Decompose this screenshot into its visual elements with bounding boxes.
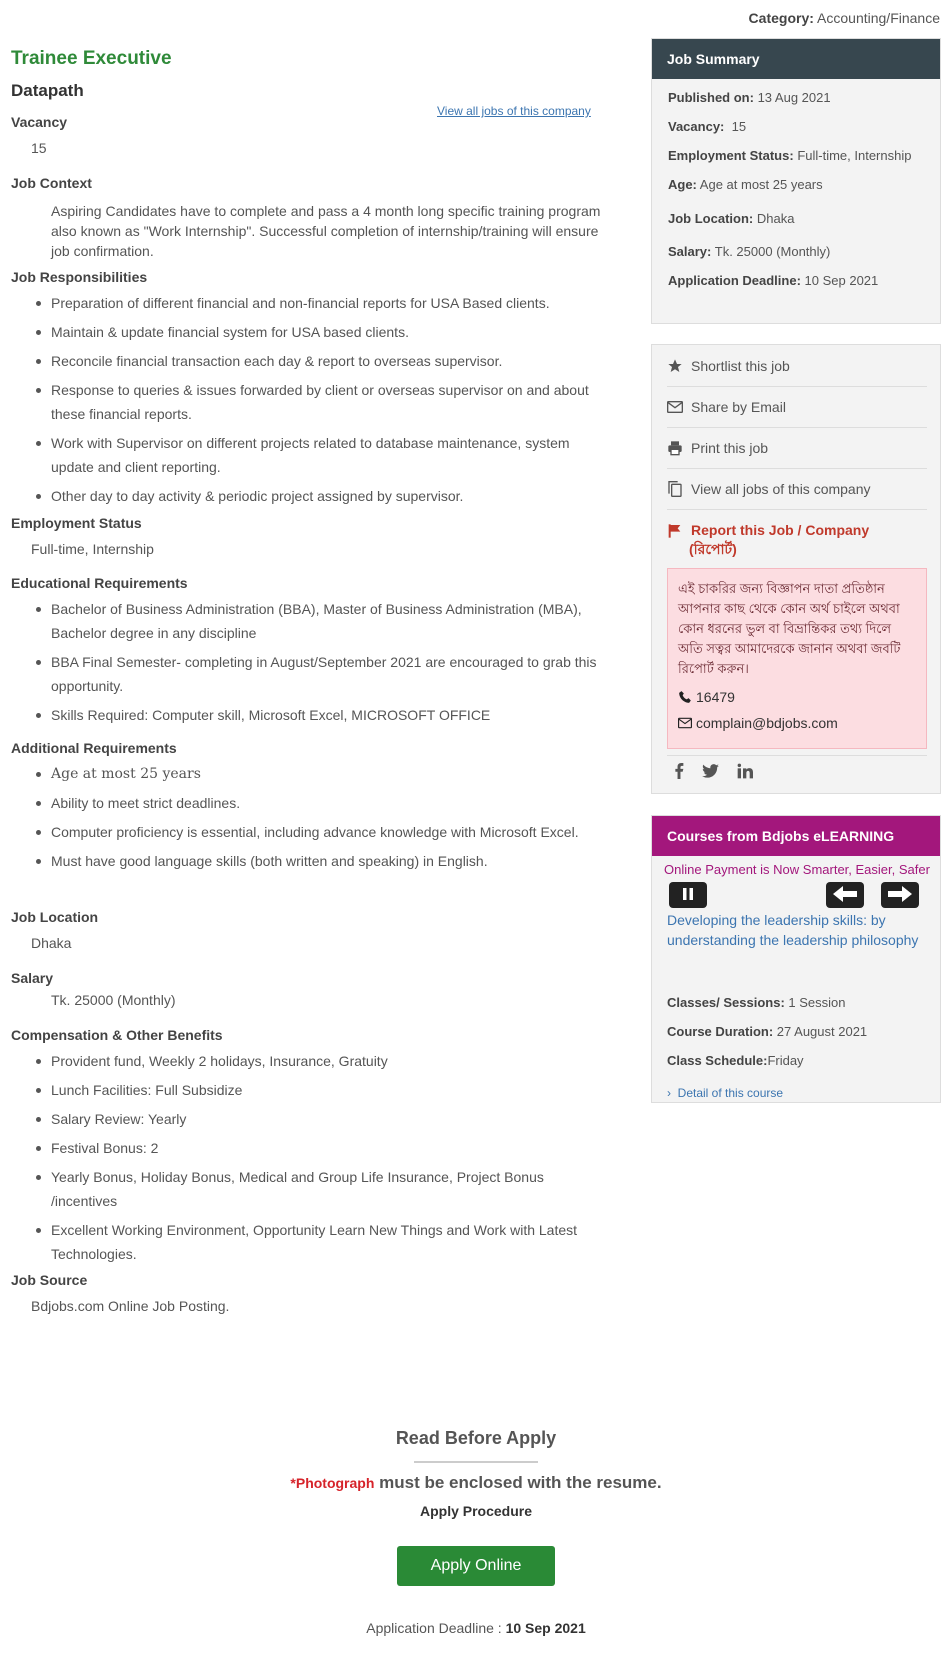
- photograph-notice-text: must be enclosed with the resume.: [374, 1473, 662, 1492]
- education-list: [11, 597, 606, 727]
- summary-salary: [668, 244, 830, 259]
- salary-section: [11, 970, 606, 1008]
- apply-procedure-title: Apply Procedure: [419, 1503, 533, 1519]
- summary-label: Salary:: [668, 244, 712, 259]
- read-before-apply-title: Read Before Apply: [395, 1428, 557, 1448]
- list-item: Salary Review: Yearly: [51, 1107, 606, 1131]
- summary-label: Published on:: [668, 90, 754, 105]
- elearning-courses-panel: [651, 815, 941, 1103]
- job-title: Trainee Executive: [11, 48, 172, 69]
- apply-online-button[interactable]: Apply Online: [397, 1546, 555, 1586]
- category-value: Accounting/Finance: [817, 10, 940, 26]
- complaint-email: [678, 713, 916, 733]
- divider: [667, 755, 927, 756]
- divider: [667, 386, 927, 387]
- share-label: Share by Email: [691, 399, 786, 415]
- printer-icon: [667, 440, 691, 456]
- summary-employment-status: [668, 148, 911, 163]
- arrow-left-icon: [833, 886, 857, 905]
- list-item: Skills Required: Computer skill, Microsoft Excel, MICROSOFT OFFICE: [51, 703, 606, 727]
- arrow-right-icon: [888, 886, 912, 905]
- summary-label: Employment Status:: [668, 148, 794, 163]
- summary-label: Age:: [668, 177, 697, 192]
- job-location-value: Dhaka: [31, 935, 72, 951]
- section-title: Job Source: [11, 1272, 88, 1288]
- divider: [667, 427, 927, 428]
- read-before-apply: [0, 1428, 952, 1463]
- view-all-jobs-link[interactable]: View all jobs of this company: [437, 104, 591, 118]
- course-value: 1 Session: [788, 995, 846, 1010]
- list-item: Response to queries & issues forwarded by client or overseas supervisor on and about these financial reports.: [51, 378, 606, 426]
- salary-value: Tk. 25000 (Monthly): [51, 992, 176, 1008]
- list-item: Maintain & update financial system for USA based clients.: [51, 320, 606, 344]
- complaint-phone: [678, 687, 916, 707]
- linkedin-icon[interactable]: [737, 763, 753, 782]
- summary-value: Tk. 25000 (Monthly): [714, 244, 831, 259]
- view-all-label: View all jobs of this company: [691, 481, 871, 497]
- category: [749, 10, 940, 26]
- list-item: Other day to day activity & periodic project assigned by supervisor.: [51, 484, 606, 508]
- course-schedule: [667, 1053, 804, 1068]
- summary-value: Dhaka: [756, 211, 795, 226]
- course-detail-label: Detail of this course: [677, 1086, 784, 1100]
- print-job-link[interactable]: [667, 437, 927, 459]
- share-by-email-link[interactable]: [667, 396, 927, 418]
- list-item: Bachelor of Business Administration (BBA), Master of Business Administration (MBA), Bachelor degree in any discipline: [51, 597, 606, 645]
- facebook-icon[interactable]: [674, 763, 684, 782]
- additional-requirements-list: [11, 762, 606, 873]
- summary-value: 10 Sep 2021: [804, 273, 879, 288]
- shortlist-job-link[interactable]: [667, 355, 927, 377]
- list-item: Excellent Working Environment, Opportunity Learn New Things and Work with Latest Technologies.: [51, 1218, 606, 1266]
- summary-label: Application Deadline:: [668, 273, 801, 288]
- job-context-text: Aspiring Candidates have to complete and pass a 4 month long specific training program also known as "Work Internship". Successful completion of internship/training will ensure job confirmation.: [51, 203, 601, 259]
- employment-status-section: [11, 515, 606, 557]
- company-name: Datapath: [11, 81, 84, 100]
- job-location-section: [11, 909, 606, 951]
- report-job-link[interactable]: [667, 521, 927, 559]
- course-classes: [667, 995, 846, 1010]
- section-title: Educational Requirements: [11, 575, 188, 591]
- list-item: Provident fund, Weekly 2 holidays, Insurance, Gratuity: [51, 1049, 606, 1073]
- social-share-icons: [674, 763, 753, 782]
- section-title: Salary: [11, 970, 54, 986]
- print-label: Print this job: [691, 440, 769, 456]
- summary-age: [668, 177, 823, 192]
- course-label: Class Schedule:: [667, 1053, 768, 1068]
- list-item: Computer proficiency is essential, including advance knowledge with Microsoft Excel.: [51, 820, 606, 844]
- list-item: BBA Final Semester- completing in August/September 2021 are encouraged to grab this opportunity.: [51, 650, 606, 698]
- list-item: Age at most 25 years: [51, 762, 606, 786]
- job-source-section: [11, 1272, 606, 1314]
- vacancy-value: 15: [31, 140, 47, 156]
- employment-status-value: Full-time, Internship: [31, 541, 154, 557]
- photograph-notice: [0, 1473, 952, 1493]
- course-value: 27 August 2021: [776, 1024, 868, 1039]
- section-title: Compensation & Other Benefits: [11, 1027, 223, 1043]
- job-source-value: Bdjobs.com Online Job Posting.: [31, 1298, 230, 1314]
- view-all-company-jobs-link[interactable]: [667, 478, 927, 500]
- chevron-right-icon: ›: [667, 1086, 671, 1100]
- course-label: Classes/ Sessions:: [667, 995, 785, 1010]
- section-title: Vacancy: [11, 114, 68, 130]
- previous-button[interactable]: [826, 882, 864, 908]
- courses-heading: Courses from Bdjobs eLEARNING: [652, 816, 940, 856]
- job-summary-panel: [651, 38, 941, 324]
- responsibilities-list: [11, 291, 606, 508]
- list-item: Lunch Facilities: Full Subsidize: [51, 1078, 606, 1102]
- deadline-value: 10 Sep 2021: [505, 1620, 586, 1636]
- list-item: Must have good language skills (both written and speaking) in English.: [51, 849, 606, 873]
- report-line: [667, 521, 927, 540]
- summary-label: Job Location:: [668, 211, 754, 226]
- education-section: [11, 575, 606, 732]
- photograph-label: *Photograph: [290, 1475, 375, 1491]
- shortlist-label: Shortlist this job: [691, 358, 790, 374]
- category-label: Category:: [748, 10, 814, 26]
- deadline-label: Application Deadline :: [366, 1620, 506, 1636]
- section-title: Job Responsibilities: [11, 269, 148, 285]
- benefits-list: [11, 1049, 606, 1266]
- list-item: Work with Supervisor on different projects related to database maintenance, system update and client reporting.: [51, 431, 606, 479]
- section-title: Employment Status: [11, 515, 142, 531]
- divider: [414, 1461, 538, 1463]
- promo-text: Online Payment is Now Smarter, Easier, Safer: [664, 862, 930, 877]
- summary-published: [668, 90, 831, 105]
- mail-icon: [678, 717, 696, 729]
- report-label: Report this Job / Company: [691, 522, 870, 538]
- responsibilities-section: [11, 269, 606, 513]
- summary-value: 13 Aug 2021: [757, 90, 831, 105]
- twitter-icon[interactable]: [702, 764, 719, 781]
- vacancy-section: [11, 114, 606, 156]
- report-bangla-label: (রিপোর্ট): [689, 541, 737, 557]
- divider: [667, 468, 927, 469]
- warning-text: এই চাকরির জন্য বিজ্ঞাপন দাতা প্রতিষ্ঠান আপনার কাছ থেকে কোন অর্থ চাইলে অথবা কোন ধরনের ভুল বা বিভ্রান্তিকর তথ্য দিলে অতি সত্বর আমাদেরকে জানান অথবা জবটি রিপোর্ট করুন।: [678, 581, 901, 676]
- job-actions-panel: [651, 344, 941, 794]
- list-item: Ability to meet strict deadlines.: [51, 791, 606, 815]
- additional-requirements-section: [11, 740, 606, 878]
- phone-icon: [678, 690, 696, 704]
- star-icon: [667, 358, 691, 374]
- application-deadline-footer: [0, 1620, 952, 1636]
- course-label: Course Duration:: [667, 1024, 774, 1039]
- mail-icon: [667, 400, 691, 414]
- list-item: Preparation of different financial and non-financial reports for USA Based clients.: [51, 291, 606, 315]
- summary-value: 15: [731, 119, 747, 134]
- list-item: Festival Bonus: 2: [51, 1136, 606, 1160]
- course-title-link[interactable]: Developing the leadership skills: by understanding the leadership philosophy: [667, 912, 919, 948]
- fraud-warning-box: [667, 568, 927, 749]
- copy-icon: [667, 480, 691, 498]
- summary-value: Full-time, Internship: [797, 148, 912, 163]
- summary-location: [668, 211, 794, 226]
- divider: [667, 509, 927, 510]
- section-title: Job Context: [11, 175, 92, 191]
- course-value: Friday: [767, 1053, 804, 1068]
- next-button[interactable]: [881, 882, 919, 908]
- summary-deadline: [668, 273, 878, 288]
- pause-icon: [682, 887, 694, 904]
- summary-label: Vacancy:: [668, 119, 725, 134]
- job-summary-heading: Job Summary: [652, 39, 940, 79]
- pause-button[interactable]: [669, 882, 707, 908]
- phone-number: 16479: [696, 689, 735, 705]
- job-context-section: [11, 175, 606, 261]
- list-item: Reconcile financial transaction each day & report to overseas supervisor.: [51, 349, 606, 373]
- flag-icon: [667, 523, 691, 539]
- section-title: Additional Requirements: [11, 740, 177, 756]
- email-address[interactable]: complain@bdjobs.com: [696, 715, 838, 731]
- benefits-section: [11, 1027, 606, 1271]
- summary-value: Age at most 25 years: [699, 177, 823, 192]
- course-detail-link[interactable]: [667, 1086, 783, 1100]
- summary-vacancy: [668, 119, 746, 134]
- course-duration: [667, 1024, 867, 1039]
- list-item: Yearly Bonus, Holiday Bonus, Medical and Group Life Insurance, Project Bonus /incentives: [51, 1165, 606, 1213]
- section-title: Job Location: [11, 909, 99, 925]
